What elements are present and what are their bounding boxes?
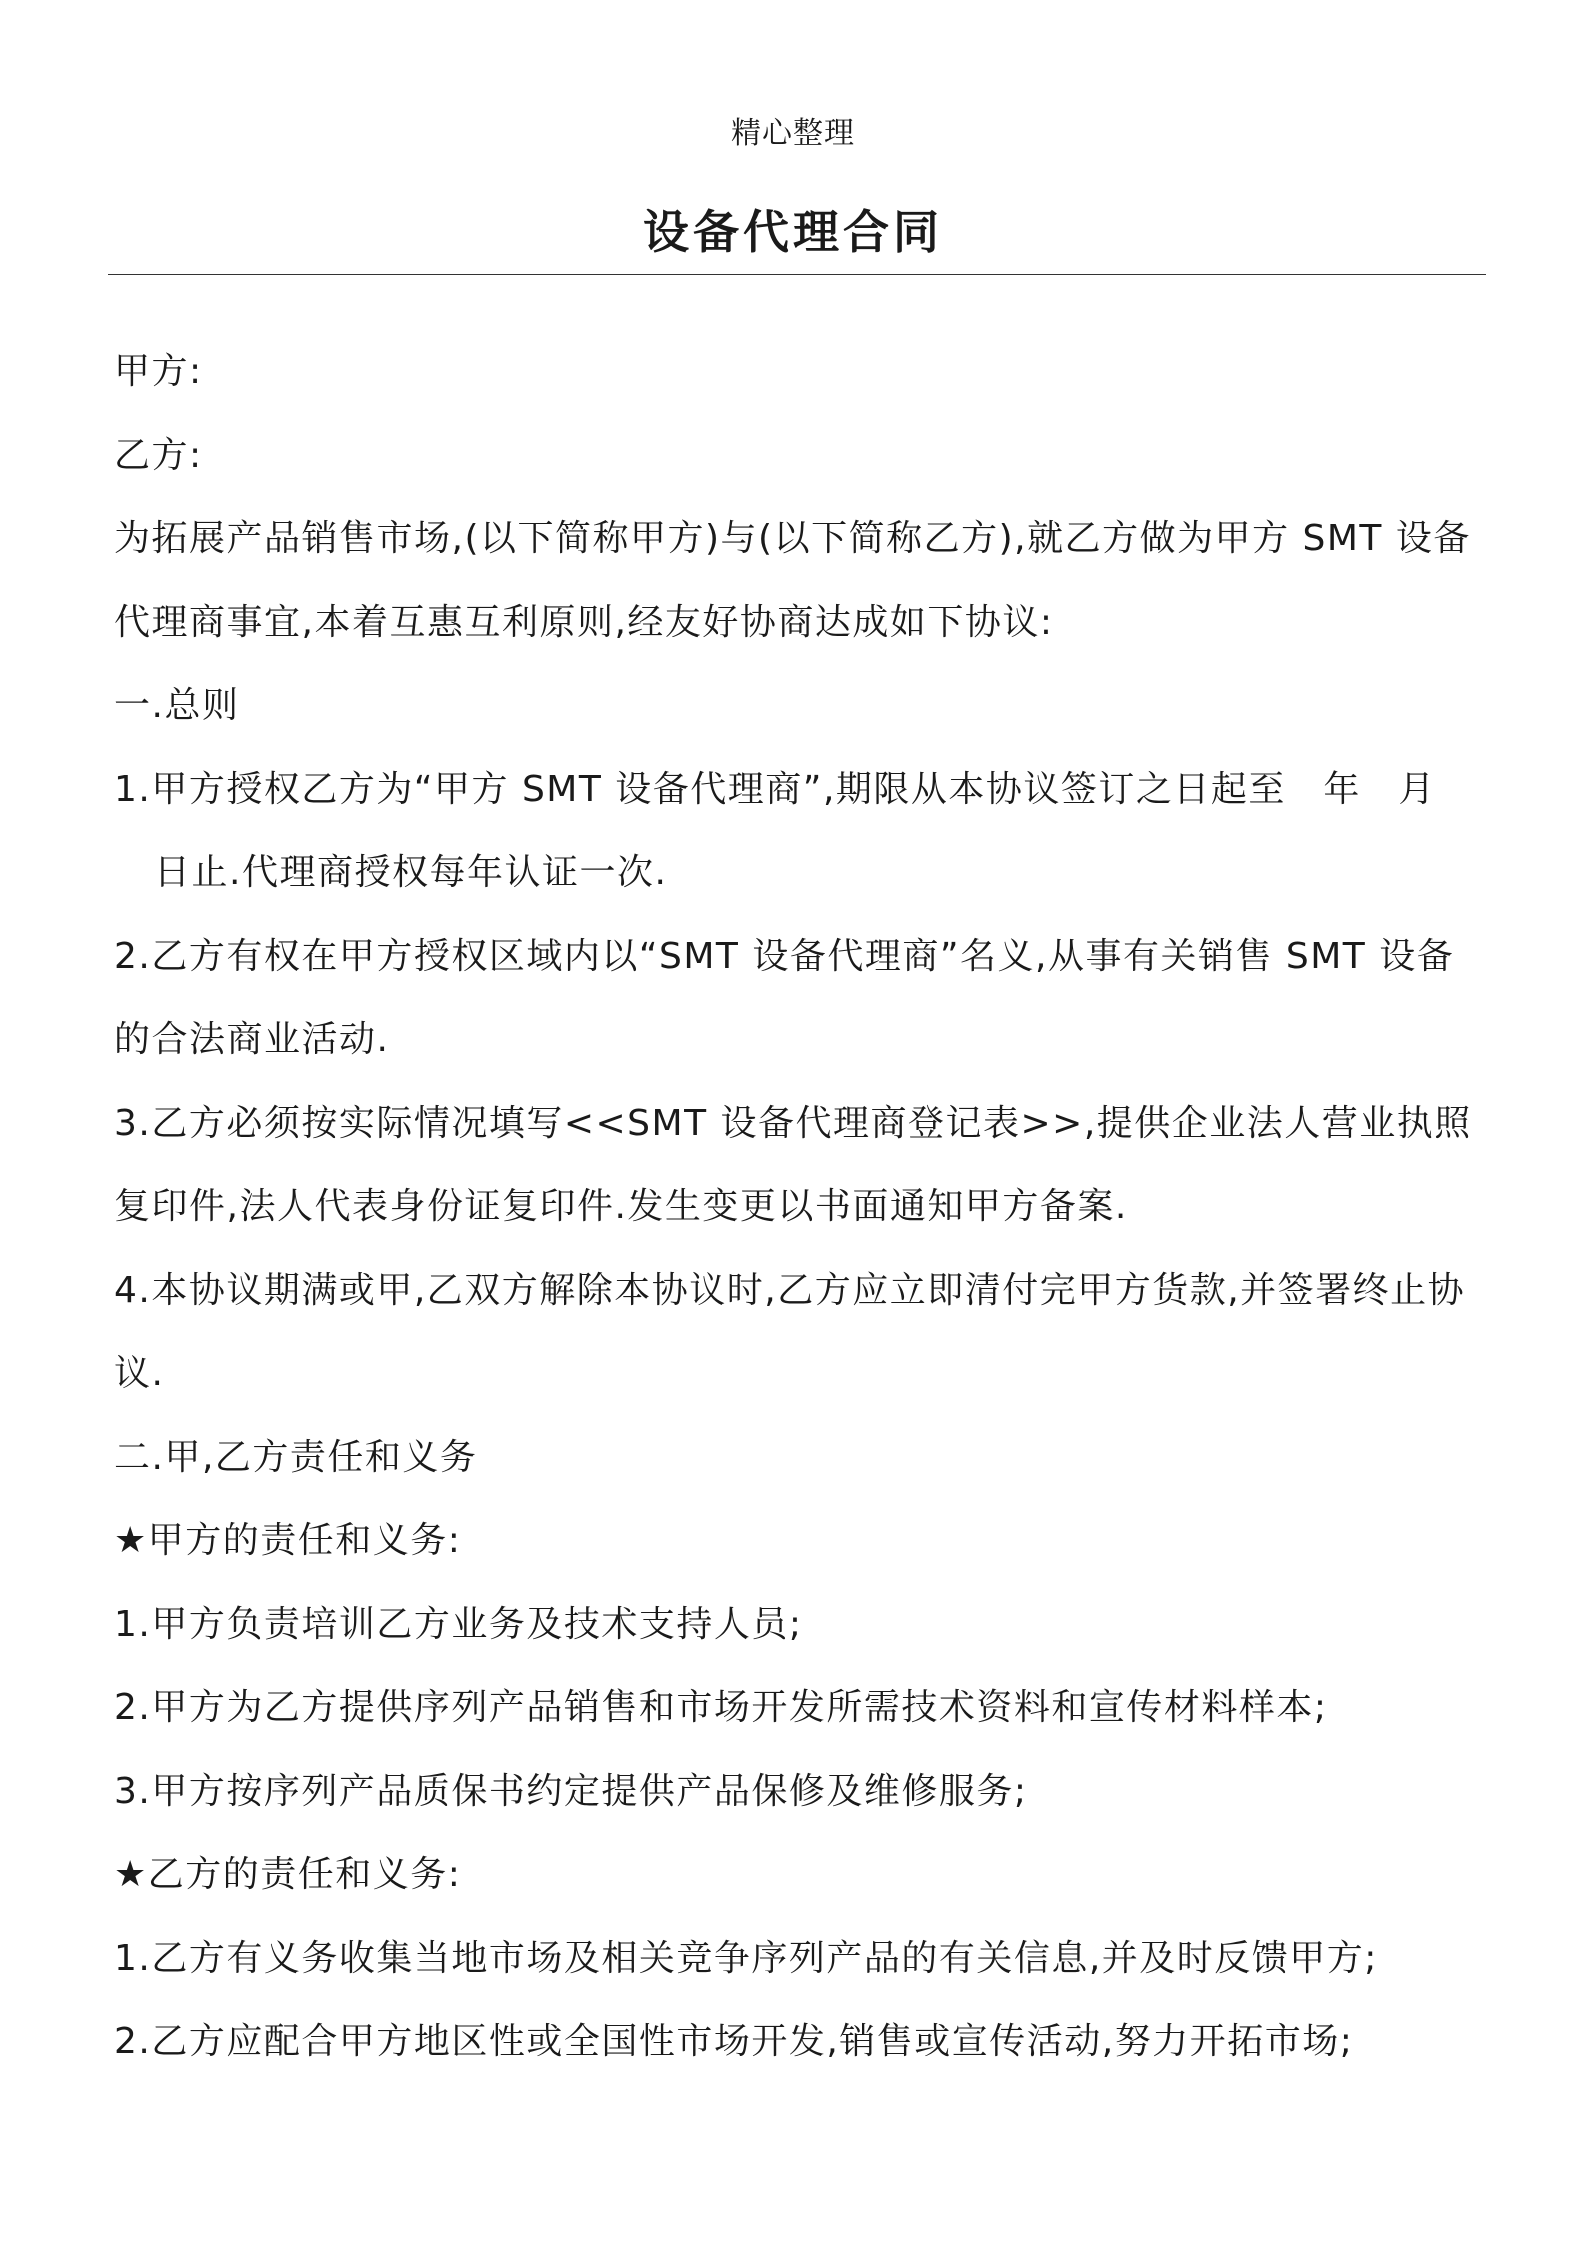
title-divider: [108, 274, 1486, 275]
clause-1-3-line-1: 3.乙方必须按实际情况填写<<SMT 设备代理商登记表>>,提供企业法人营业执照: [114, 1102, 1472, 1144]
clause-1-4-line-2: 议.: [114, 1353, 165, 1394]
clause-1-2-line-2: 的合法商业活动.: [114, 1019, 390, 1060]
contract-body: [114, 330, 1486, 2084]
party-a-line: 甲方:: [114, 351, 203, 392]
clause-1-3-line-2: 复印件,法人代表身份证复印件.发生变更以书面通知甲方备案.: [114, 1186, 1128, 1227]
clause-1-2-line-1: 2.乙方有权在甲方授权区域内以“SMT 设备代理商”名义,从事有关销售 SMT 设备: [114, 935, 1455, 977]
party-a-duty-1: 1.甲方负责培训乙方业务及技术支持人员;: [114, 1603, 803, 1645]
clause-1-4-line-1: 4.本协议期满或甲,乙双方解除本协议时,乙方应立即清付完甲方货款,并签署终止协: [114, 1269, 1466, 1311]
document-title: 设备代理合同: [643, 205, 943, 259]
preamble-line-2: 代理商事宜,本着互惠互利原则,经友好协商达成如下协议:: [114, 601, 1054, 643]
party-b-duty-1: 1.乙方有义务收集当地市场及相关竞争序列产品的有关信息,并及时反馈甲方;: [114, 1937, 1378, 1979]
section-1-heading: 一.总则: [114, 685, 240, 726]
section-2-heading: 二.甲,乙方责任和义务: [114, 1436, 478, 1478]
party-b-duties-heading: ★乙方的责任和义务:: [114, 1854, 462, 1895]
preamble-line-1: 为拓展产品销售市场,(以下简称甲方)与(以下简称乙方),就乙方做为甲方 SMT 设备: [114, 518, 1471, 559]
party-a-duties-heading: ★甲方的责任和义务:: [114, 1520, 462, 1561]
header-note: 精心整理: [731, 116, 855, 151]
party-b-duty-2: 2.乙方应配合甲方地区性或全国性市场开发,销售或宣传活动,努力开拓市场;: [114, 2021, 1354, 2062]
party-b-line: 乙方:: [114, 434, 203, 476]
clause-1-1-line-1: 1.甲方授权乙方为“甲方 SMT 设备代理商”,期限从本协议签订之日起至 年 月: [114, 768, 1436, 810]
party-a-duty-2: 2.甲方为乙方提供序列产品销售和市场开发所需技术资料和宣传材料样本;: [114, 1687, 1328, 1728]
clause-1-1-line-2: 日止.代理商授权每年认证一次.: [154, 852, 668, 893]
party-a-duty-3: 3.甲方按序列产品质保书约定提供产品保修及维修服务;: [114, 1770, 1028, 1812]
